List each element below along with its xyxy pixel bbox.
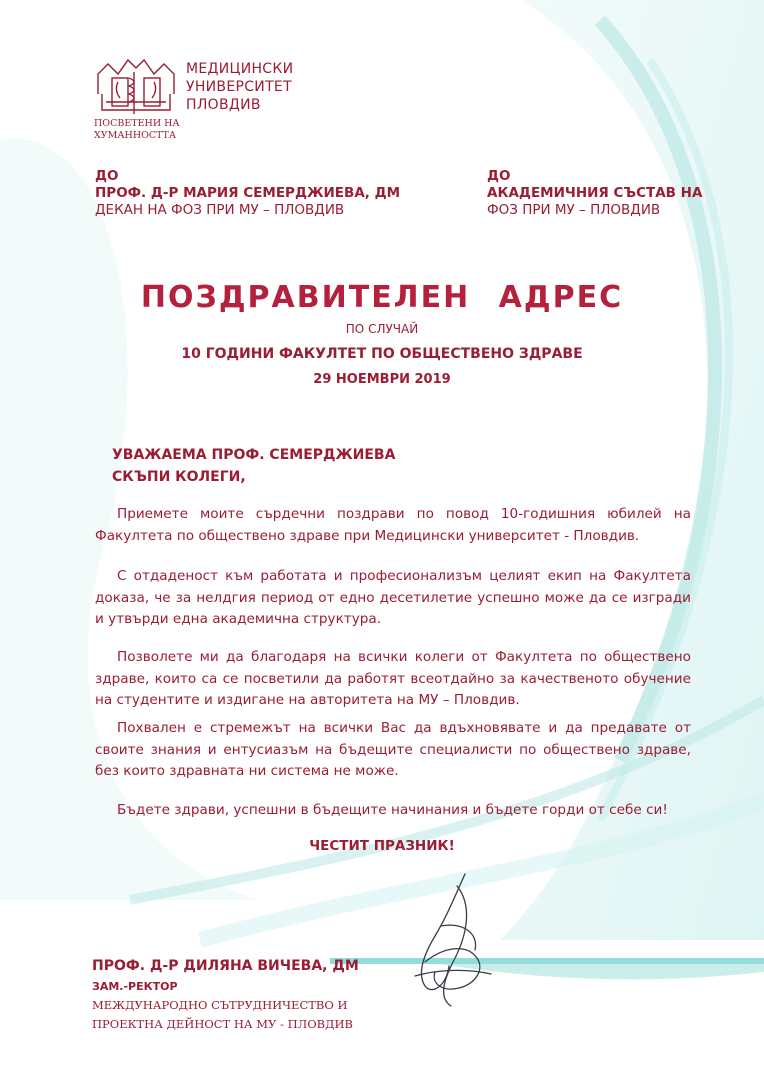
- body-paragraph: С отдаденост към работата и професионализъм целият екип на Факултета доказа, че за нелдгия период от едно десетилетие успешно може да се изгради и утвърди една академична структура.: [95, 568, 691, 627]
- occasion-date: 29 НОЕМВРИ 2019: [313, 372, 451, 387]
- addressee-left: [95, 168, 400, 219]
- addressee-position: ФОЗ ПРИ МУ – ПЛОВДИВ: [487, 202, 661, 218]
- addressee-to: ДО: [95, 168, 119, 184]
- signer-name: ПРОФ. Д-Р ДИЛЯНА ВИЧЕВА, ДМ: [92, 958, 359, 974]
- university-name: [186, 60, 293, 114]
- addressee-name: ПРОФ. Д-Р МАРИЯ СЕМЕРДЖИЕВА, ДМ: [95, 185, 401, 201]
- salutation: [112, 444, 395, 488]
- university-name-line: МЕДИЦИНСКИ: [186, 61, 294, 77]
- signer-role: ЗАМ.-РЕКТОР: [92, 980, 178, 993]
- body-paragraph: Бъдете здрави, успешни в бъдещите начинания и бъдете горди от себе си!: [117, 802, 668, 818]
- occasion-intro: ПО СЛУЧАЙ: [345, 322, 419, 336]
- addressee-right: [487, 168, 702, 219]
- body-paragraph: Похвален е стремежът на всички Вас да вдъхновявате и да предавате от своите знания и ентусиазъм на бъдещите специалисти по обществено здраве, без които здравната ни система не може.: [95, 720, 691, 779]
- motto-line: ХУМАННОСТТА: [94, 130, 177, 141]
- department-line: ПРОЕКТНА ДЕЙНОСТ НА МУ - ПЛОВДИВ: [92, 1017, 353, 1031]
- salutation-line: СКЪПИ КОЛЕГИ,: [112, 469, 246, 485]
- addressee-to: ДО: [487, 168, 511, 184]
- university-name-line: УНИВЕРСИТЕТ: [186, 79, 292, 95]
- document-title: ПОЗДРАВИТЕЛЕН АДРЕС: [140, 280, 624, 315]
- university-motto: [94, 118, 180, 142]
- addressee-position: ДЕКАН НА ФОЗ ПРИ МУ – ПЛОВДИВ: [95, 202, 345, 218]
- body-paragraph: Приемете моите сърдечни поздрави по повод 10-годишния юбилей на Факултета по обществено здраве при Медицински университет - Пловдив.: [95, 506, 691, 544]
- university-name-line: ПЛОВДИВ: [186, 97, 261, 113]
- closing-greeting: ЧЕСТИТ ПРАЗНИК!: [309, 838, 455, 854]
- signer-department: [92, 996, 353, 1034]
- department-line: МЕЖДУНАРОДНО СЪТРУДНИЧЕСТВО И: [92, 998, 348, 1012]
- handwritten-signature: [395, 866, 515, 1016]
- addressee-name: АКАДЕМИЧНИЯ СЪСТАВ НА: [487, 185, 703, 201]
- motto-line: ПОСВЕТЕНИ НА: [94, 118, 180, 129]
- salutation-line: УВАЖАЕМА ПРОФ. СЕМЕРДЖИЕВА: [112, 447, 396, 463]
- body-paragraph: Позволете ми да благодаря на всички колеги от Факултета по обществено здраве, които са се посветили да работят всеотдайно за качественото обучение на студентите и издигане на авторитета на МУ – Пловдив.: [95, 649, 691, 708]
- occasion: 10 ГОДИНИ ФАКУЛТЕТ ПО ОБЩЕСТВЕНО ЗДРАВЕ: [181, 346, 583, 362]
